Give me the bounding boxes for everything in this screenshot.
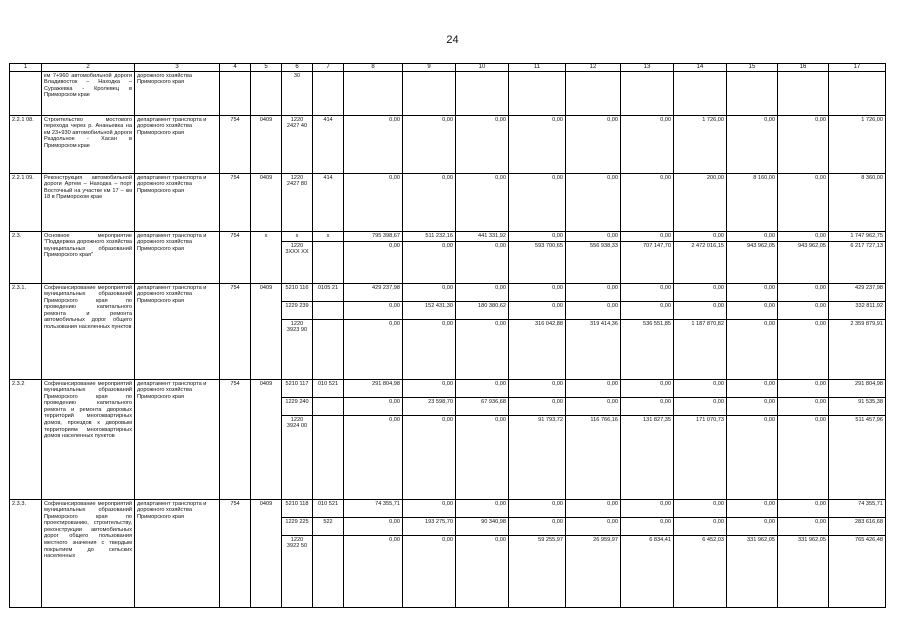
cell-value: 429 237,98 — [344, 284, 403, 302]
column-header: 15 — [727, 64, 778, 72]
cell-value: 291 804,98 — [829, 380, 886, 398]
cell-csr: 5210 116 — [282, 284, 313, 302]
cell-value: 0,00 — [509, 302, 566, 320]
cell-empty — [509, 72, 566, 116]
cell-value: 291 804,98 — [344, 380, 403, 398]
cell-empty — [566, 72, 621, 116]
cell-executor: дорожного хозяйства Приморского края — [135, 72, 220, 116]
cell-value: 0,00 — [778, 380, 829, 398]
column-header: 2 — [42, 64, 135, 72]
cell-csr: 1229 225 — [282, 518, 313, 536]
column-header: 1 — [10, 64, 42, 72]
cell-value: 23 598,70 — [403, 398, 456, 416]
cell-value: 0,00 — [621, 174, 674, 232]
column-header: 16 — [778, 64, 829, 72]
cell-value: 0,00 — [674, 518, 727, 536]
cell-value: 0,00 — [456, 380, 509, 398]
cell-value: 556 938,33 — [566, 242, 621, 284]
cell-vr — [313, 416, 344, 500]
cell-empty — [403, 72, 456, 116]
cell-value: 0,00 — [509, 116, 566, 174]
cell-vr: 522 — [313, 518, 344, 536]
cell-grbs: 754 — [220, 116, 251, 174]
cell-value: 0,00 — [727, 500, 778, 518]
cell-vr: 0105 21 — [313, 284, 344, 302]
cell-empty — [344, 72, 403, 116]
cell-value: 6 452,03 — [674, 536, 727, 608]
cell-value: 429 237,98 — [829, 284, 886, 302]
cell-value: 0,00 — [727, 398, 778, 416]
cell-value: 0,00 — [566, 302, 621, 320]
column-header: 13 — [621, 64, 674, 72]
cell-value: 0,00 — [778, 116, 829, 174]
cell-value: 90 340,98 — [456, 518, 509, 536]
cell-name: км 7+960 автомобильной дороги Владивосток – Находка – Суражевка - Кролевец в Приморском крае — [42, 72, 135, 116]
cell-value: 59 255,97 — [509, 536, 566, 608]
column-header: 17 — [829, 64, 886, 72]
cell-value: 0,00 — [403, 242, 456, 284]
cell-value: 1 187 870,82 — [674, 320, 727, 380]
cell-value: 943 962,05 — [727, 242, 778, 284]
cell-vr — [313, 536, 344, 608]
cell-value: 0,00 — [778, 320, 829, 380]
cell-csr: 1229 240 — [282, 398, 313, 416]
cell-executor: департамент транспорта и дорожного хозяйства Приморского края — [135, 116, 220, 174]
cell-value: 8 160,00 — [727, 174, 778, 232]
cell-value: 2 359 879,91 — [829, 320, 886, 380]
cell-value: 0,00 — [403, 416, 456, 500]
cell-value: 765 426,48 — [829, 536, 886, 608]
cell-value: 0,00 — [566, 284, 621, 302]
cell-value: 0,00 — [778, 416, 829, 500]
cell-value: 0,00 — [344, 302, 403, 320]
cell-vr — [313, 302, 344, 320]
cell-value: 0,00 — [344, 416, 403, 500]
cell-value: 0,00 — [456, 320, 509, 380]
cell-grbs: 754 — [220, 284, 251, 380]
cell-csr: х — [282, 232, 313, 242]
table-row — [10, 116, 886, 174]
column-header: 12 — [566, 64, 621, 72]
cell-name: Реконструкция автомобильной дороги Артем – Находка – порт Восточный на участке км 17 – км 18 в Приморском крае — [42, 174, 135, 232]
cell-value: 795 398,67 — [344, 232, 403, 242]
cell-value: 0,00 — [403, 536, 456, 608]
cell-number: 2.3.1. — [10, 284, 42, 380]
cell-value: 441 331,92 — [456, 232, 509, 242]
cell-vr — [313, 242, 344, 284]
cell-value: 0,00 — [778, 302, 829, 320]
cell-value: 0,00 — [403, 116, 456, 174]
cell-value: 0,00 — [727, 518, 778, 536]
cell-value: 0,00 — [456, 536, 509, 608]
cell-value: 0,00 — [621, 116, 674, 174]
column-header: 8 — [344, 64, 403, 72]
column-header: 11 — [509, 64, 566, 72]
cell-csr: 1220 3923 90 — [282, 320, 313, 380]
cell-section: 0409 — [251, 500, 282, 608]
cell-vr — [313, 398, 344, 416]
cell-value: 0,00 — [566, 116, 621, 174]
cell-value: 1 747 962,75 — [829, 232, 886, 242]
cell-value: 0,00 — [778, 284, 829, 302]
cell-grbs: 754 — [220, 380, 251, 500]
cell-value: 0,00 — [621, 302, 674, 320]
cell-value: 1 726,00 — [674, 116, 727, 174]
cell-value: 6 834,41 — [621, 536, 674, 608]
cell-value: 0,00 — [566, 174, 621, 232]
cell-vr: 010 521 — [313, 380, 344, 398]
cell-value: 0,00 — [674, 500, 727, 518]
cell-value: 0,00 — [674, 232, 727, 242]
cell-value: 200,00 — [674, 174, 727, 232]
column-header: 10 — [456, 64, 509, 72]
cell-value: 8 360,00 — [829, 174, 886, 232]
cell-empty — [829, 72, 886, 116]
budget-table — [9, 63, 886, 608]
cell-csr: 1220 2427 40 — [282, 116, 313, 174]
cell-value: 0,00 — [344, 116, 403, 174]
cell-name: Софинансирование мероприятий муниципальных образований Приморского края по проведению капитального ремонта и ремонта дворовых территорий многоквартирных домов, проездов к дворовым территориям многоквартирных домов населенных пунктов — [42, 380, 135, 500]
cell-value: 0,00 — [566, 518, 621, 536]
cell-csr: 5210 118 — [282, 500, 313, 518]
cell-value: 0,00 — [674, 380, 727, 398]
cell-csr: 1220 3ХХХ ХХ — [282, 242, 313, 284]
cell-value: 0,00 — [727, 380, 778, 398]
cell-value: 116 766,16 — [566, 416, 621, 500]
cell-value: 67 936,68 — [456, 398, 509, 416]
cell-value: 0,00 — [456, 242, 509, 284]
table-row — [10, 380, 886, 398]
cell-section: 0409 — [251, 174, 282, 232]
cell-executor: департамент транспорта и дорожного хозяйства Приморского края — [135, 500, 220, 608]
cell-vr: х — [313, 232, 344, 242]
cell-value: 0,00 — [403, 380, 456, 398]
cell-value: 0,00 — [674, 398, 727, 416]
cell-executor: департамент транспорта и дорожного хозяйства Приморского края — [135, 284, 220, 380]
column-header: 5 — [251, 64, 282, 72]
cell-value: 0,00 — [566, 500, 621, 518]
cell-value: 0,00 — [344, 242, 403, 284]
cell-grbs: 754 — [220, 174, 251, 232]
cell-value: 0,00 — [509, 518, 566, 536]
cell-value: 0,00 — [403, 284, 456, 302]
cell-value: 511 232,16 — [403, 232, 456, 242]
main-event-row — [10, 232, 886, 242]
header-row — [10, 64, 886, 72]
cell-name: Софинансирование мероприятий муниципальных образований Приморского края по проектированию, строительству, реконструкции автомобильных дорог общего пользования местного значения с твердым покрытием до сельских населенных — [42, 500, 135, 608]
cell-value: 0,00 — [403, 174, 456, 232]
cell-value: 0,00 — [621, 398, 674, 416]
cell-grbs: 754 — [220, 232, 251, 284]
cell-value: 0,00 — [674, 284, 727, 302]
cell-value: 0,00 — [621, 232, 674, 242]
cell-section: 0409 — [251, 284, 282, 380]
cell-grbs — [220, 72, 251, 116]
cell-number — [10, 72, 42, 116]
cell-value: 193 275,70 — [403, 518, 456, 536]
cell-value: 0,00 — [621, 380, 674, 398]
cell-value: 0,00 — [621, 518, 674, 536]
cell-value: 0,00 — [566, 380, 621, 398]
cell-value: 0,00 — [566, 398, 621, 416]
cell-number: 2.2.1 09. — [10, 174, 42, 232]
cell-value: 283 616,68 — [829, 518, 886, 536]
cell-number: 2.3.2 — [10, 380, 42, 500]
cell-executor: департамент транспорта и дорожного хозяйства Приморского края — [135, 380, 220, 500]
cell-value: 1 726,00 — [829, 116, 886, 174]
cell-value: 0,00 — [674, 302, 727, 320]
table-row — [10, 174, 886, 232]
cell-value: 0,00 — [456, 284, 509, 302]
cell-value: 180 380,62 — [456, 302, 509, 320]
cell-csr: 1220 3922 50 — [282, 536, 313, 608]
cell-vr: 010 521 — [313, 500, 344, 518]
column-header: 6 — [282, 64, 313, 72]
cell-value: 0,00 — [344, 174, 403, 232]
cell-value: 0,00 — [727, 416, 778, 500]
cell-value: 0,00 — [344, 536, 403, 608]
cell-empty — [313, 72, 344, 116]
cell-value: 0,00 — [509, 380, 566, 398]
cell-value: 331 962,05 — [727, 536, 778, 608]
cell-section: 0409 — [251, 116, 282, 174]
table-row — [10, 500, 886, 518]
cell-value: 332 811,92 — [829, 302, 886, 320]
cell-value: 0,00 — [727, 320, 778, 380]
cell-value: 0,00 — [403, 500, 456, 518]
cell-vr — [313, 320, 344, 380]
column-header: 14 — [674, 64, 727, 72]
cell-value: 0,00 — [509, 284, 566, 302]
cell-value: 943 962,05 — [778, 242, 829, 284]
cell-value: 0,00 — [778, 174, 829, 232]
cell-empty — [727, 72, 778, 116]
cell-name: Софинансирование мероприятий муниципальных образований Приморского края по проведению капитального ремонта и ремонта автомобильных дорог общего пользования населенных пунктов — [42, 284, 135, 380]
cell-csr: 1229 239 — [282, 302, 313, 320]
cell-value: 0,00 — [621, 284, 674, 302]
column-header: 9 — [403, 64, 456, 72]
cell-value: 152 431,30 — [403, 302, 456, 320]
cell-value: 0,00 — [778, 518, 829, 536]
cell-empty — [778, 72, 829, 116]
cell-value: 0,00 — [727, 284, 778, 302]
cell-value: 0,00 — [456, 174, 509, 232]
cell-name: Основное мероприятие "Поддержка дорожного хозяйства муниципальных образований Приморского края" — [42, 232, 135, 284]
cell-value: 331 962,05 — [778, 536, 829, 608]
cell-csr: 30 — [282, 72, 313, 116]
cell-value: 6 217 727,13 — [829, 242, 886, 284]
cell-vr: 414 — [313, 116, 344, 174]
page-number: 24 — [446, 34, 459, 46]
cell-csr: 1220 2427 80 — [282, 174, 313, 232]
cell-section: 0409 — [251, 380, 282, 500]
cell-value: 0,00 — [344, 518, 403, 536]
cell-value: 0,00 — [727, 116, 778, 174]
cell-value: 0,00 — [778, 398, 829, 416]
cell-value: 0,00 — [727, 232, 778, 242]
cell-value: 0,00 — [509, 174, 566, 232]
cell-section: х — [251, 232, 282, 284]
cell-value: 0,00 — [621, 500, 674, 518]
cell-name: Строительство мостового перехода через р. Ананьевка на км 23+930 автомобильной дороги Раздольное - Хасан в Приморском крае — [42, 116, 135, 174]
cell-value: 0,00 — [456, 416, 509, 500]
cell-value: 74 355,71 — [829, 500, 886, 518]
cell-value: 0,00 — [509, 500, 566, 518]
cell-value: 0,00 — [403, 320, 456, 380]
cell-value: 511 457,96 — [829, 416, 886, 500]
cell-value: 319 414,36 — [566, 320, 621, 380]
cell-section — [251, 72, 282, 116]
cell-value: 26 959,97 — [566, 536, 621, 608]
cell-value: 2 472 016,15 — [674, 242, 727, 284]
cell-value: 0,00 — [456, 500, 509, 518]
cell-value: 0,00 — [566, 232, 621, 242]
cell-vr: 414 — [313, 174, 344, 232]
cell-empty — [674, 72, 727, 116]
cell-value: 91 793,72 — [509, 416, 566, 500]
cell-value: 0,00 — [727, 302, 778, 320]
cell-csr: 1220 3924 00 — [282, 416, 313, 500]
column-header: 7 — [313, 64, 344, 72]
cell-number: 2.3.3. — [10, 500, 42, 608]
column-header: 3 — [135, 64, 220, 72]
continuation-row — [10, 72, 886, 116]
cell-value: 0,00 — [509, 398, 566, 416]
cell-value: 171 070,73 — [674, 416, 727, 500]
cell-value: 0,00 — [344, 398, 403, 416]
cell-value: 91 535,38 — [829, 398, 886, 416]
cell-empty — [456, 72, 509, 116]
cell-value: 0,00 — [778, 500, 829, 518]
cell-empty — [621, 72, 674, 116]
cell-csr: 5210 117 — [282, 380, 313, 398]
cell-value: 707 147,70 — [621, 242, 674, 284]
table-row — [10, 284, 886, 302]
cell-value: 131 827,35 — [621, 416, 674, 500]
cell-executor: департамент транспорта и дорожного хозяйства Приморского края — [135, 232, 220, 284]
cell-grbs: 754 — [220, 500, 251, 608]
cell-number: 2.3. — [10, 232, 42, 284]
cell-value: 316 042,88 — [509, 320, 566, 380]
column-header: 4 — [220, 64, 251, 72]
cell-number: 2.2.1 08. — [10, 116, 42, 174]
cell-value: 0,00 — [456, 116, 509, 174]
cell-value: 536 551,85 — [621, 320, 674, 380]
cell-value: 0,00 — [344, 320, 403, 380]
cell-value: 593 700,65 — [509, 242, 566, 284]
cell-executor: департамент транспорта и дорожного хозяйства Приморского края — [135, 174, 220, 232]
cell-value: 0,00 — [509, 232, 566, 242]
cell-value: 0,00 — [778, 232, 829, 242]
cell-value: 74 355,71 — [344, 500, 403, 518]
